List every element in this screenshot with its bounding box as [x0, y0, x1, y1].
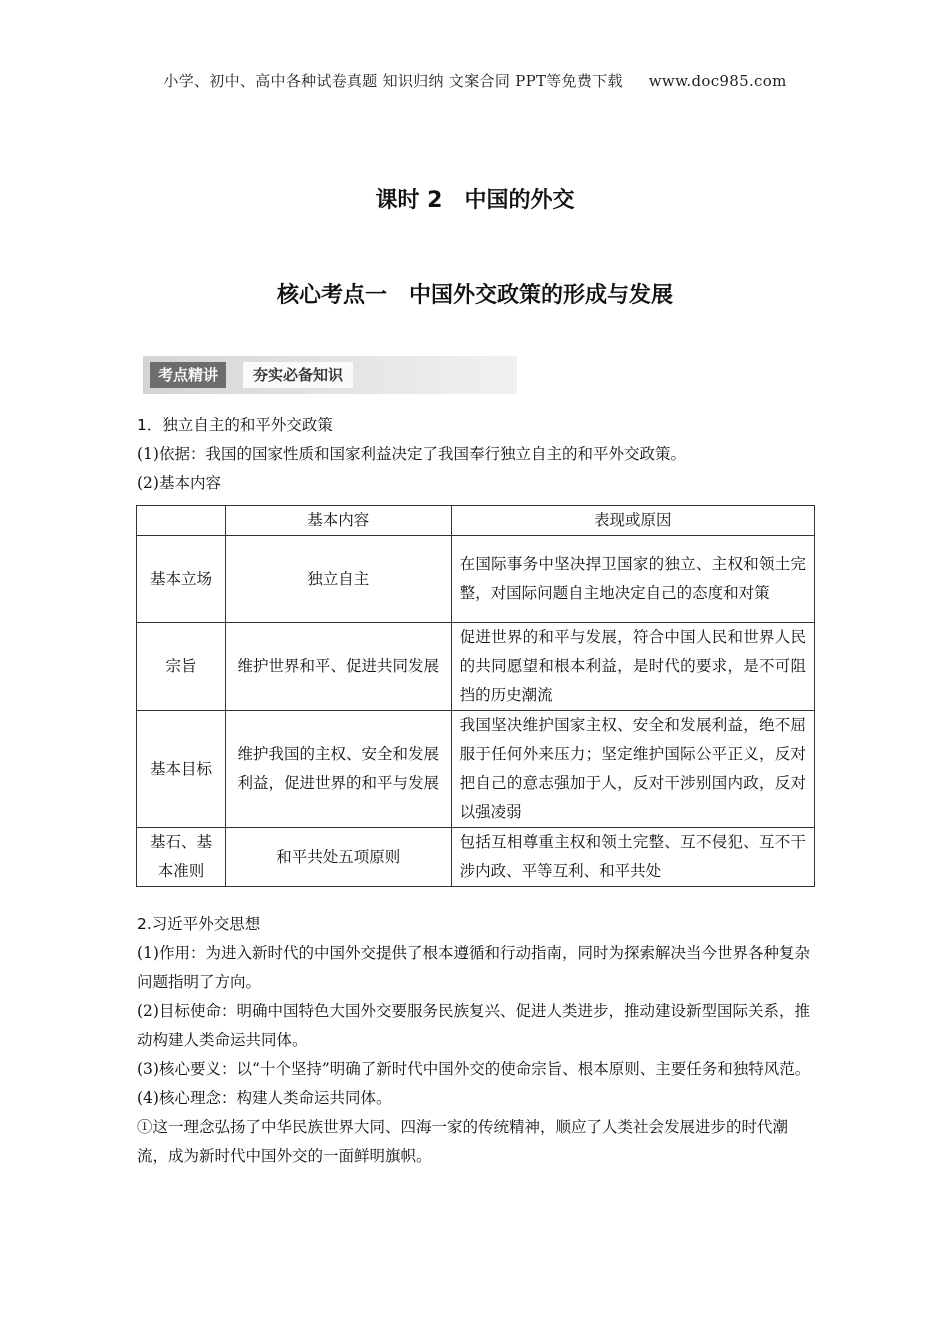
row-label: 基本目标: [137, 711, 226, 828]
table-row: [137, 536, 815, 623]
row-label: 基石、基本准则: [137, 828, 226, 887]
part1-heading: 1．独立自主的和平外交政策: [137, 416, 333, 434]
row-label: 宗旨: [137, 623, 226, 711]
part2-item: ①这一理念弘扬了中华民族世界大同、四海一家的传统精神，顺应了人类社会发展进步的时代潮流，成为新时代中国外交的一面鲜明旗帜。: [137, 1118, 789, 1165]
banner-tag: 考点精讲: [150, 362, 226, 388]
section-banner: [143, 356, 517, 394]
part2-heading: 2.习近平外交思想: [137, 915, 261, 933]
table-row: [137, 828, 815, 887]
row-detail: 促进世界的和平与发展，符合中国人民和世界人民的共同愿望和根本利益，是时代的要求，是不可阻挡的历史潮流: [451, 623, 814, 711]
row-content: 维护世界和平、促进共同发展: [225, 623, 451, 711]
policy-table: [136, 505, 815, 887]
banner-subtitle: 夯实必备知识: [243, 362, 353, 388]
row-content: 和平共处五项原则: [225, 828, 451, 887]
part2-item: (4)核心理念：构建人类命运共同体。: [137, 1089, 392, 1107]
row-detail: 在国际事务中坚决捍卫国家的独立、主权和领土完整，对国际问题自主地决定自己的态度和对策: [451, 536, 814, 623]
header-site: www.doc985.com: [648, 72, 787, 90]
header-text: 小学、初中、高中各种试卷真题 知识归纳 文案合同 PPT等免费下载: [163, 72, 623, 90]
part1-content-label: (2)基本内容: [137, 474, 221, 492]
table-header-row: [137, 506, 815, 536]
part1: [137, 411, 817, 498]
page-header: [0, 70, 950, 91]
row-detail: 我国坚决维护国家主权、安全和发展利益，绝不屈服于任何外来压力；坚定维护国际公平正义，反对把自己的意志强加于人，反对干涉别国内政，反对以强凌弱: [451, 711, 814, 828]
part2: [137, 910, 817, 1171]
lesson-title: 课时 2 中国的外交: [375, 188, 575, 213]
table-row: [137, 623, 815, 711]
table-row: [137, 711, 815, 828]
row-label: 基本立场: [137, 536, 226, 623]
row-content: 独立自主: [225, 536, 451, 623]
part2-item: (3)核心要义：以“十个坚持”明确了新时代中国外交的使命宗旨、根本原则、主要任务和独特风范。: [137, 1060, 811, 1078]
table-header-cell: [137, 506, 226, 536]
section-title: 核心考点一 中国外交政策的形成与发展: [276, 283, 673, 308]
row-detail: 包括互相尊重主权和领土完整、互不侵犯、互不干涉内政、平等互利、和平共处: [451, 828, 814, 887]
part2-item: (1)作用：为进入新时代的中国外交提供了根本遵循和行动指南，同时为探索解决当今世界各种复杂问题指明了方向。: [137, 944, 810, 991]
part2-item: (2)目标使命：明确中国特色大国外交要服务民族复兴、促进人类进步，推动建设新型国际关系，推动构建人类命运共同体。: [137, 1002, 810, 1049]
part1-basis: (1)依据：我国的国家性质和国家利益决定了我国奉行独立自主的和平外交政策。: [137, 445, 686, 463]
table-header-cell: 表现或原因: [451, 506, 814, 536]
row-content: 维护我国的主权、安全和发展利益，促进世界的和平与发展: [225, 711, 451, 828]
table-header-cell: 基本内容: [225, 506, 451, 536]
